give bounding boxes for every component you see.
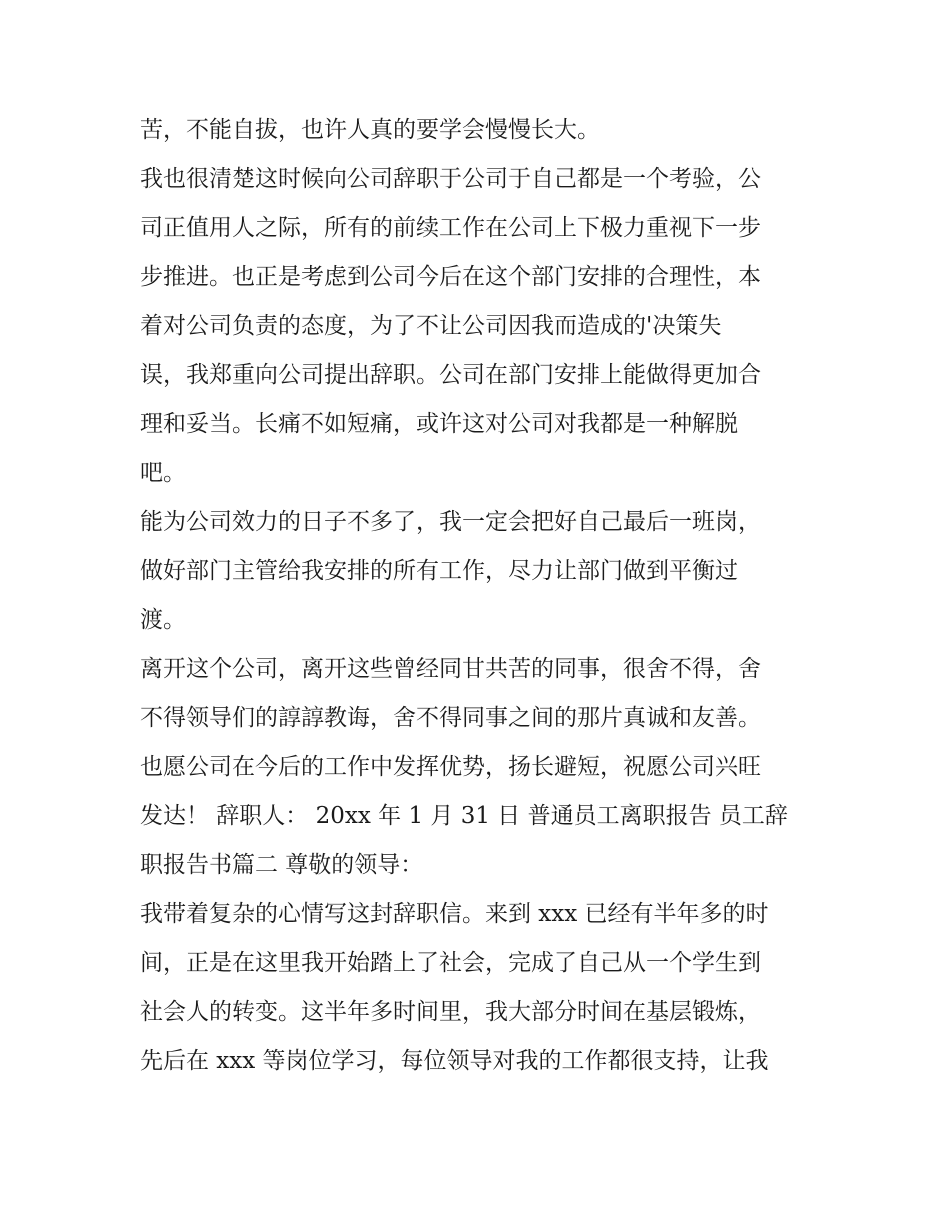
document-body — [140, 106, 830, 1086]
text-line: 我带着复杂的心情写这封辞职信。来到 xxx 已经有半年多的时 — [140, 901, 769, 927]
text-line: 社会人的转变。这半年多时间里，我大部分时间在基层锻炼， — [140, 999, 761, 1025]
text-line: 着对公司负责的态度，为了不让公司因我而造成的'决策失 — [140, 313, 722, 339]
text-line: 步推进。也正是考虑到公司今后在这个部门安排的合理性，本 — [140, 264, 761, 290]
text-line: 司正值用人之际，所有的前续工作在公司上下极力重视下一步 — [140, 215, 761, 241]
text-line: 苦，不能自拔，也许人真的要学会慢慢长大。 — [140, 117, 600, 143]
text-line: 能为公司效力的日子不多了，我一定会把好自己最后一班岗， — [140, 509, 761, 535]
text-line: 理和妥当。长痛不如短痛，或许这对公司对我都是一种解脱 — [140, 411, 738, 437]
text-line: 做好部门主管给我安排的所有工作，尽力让部门做到平衡过 — [140, 558, 738, 584]
text-line: 也愿公司在今后的工作中发挥优势，扬长避短，祝愿公司兴旺 — [140, 754, 761, 780]
text-line: 发达！ 辞职人： 20xx 年 1 月 31 日 普通员工离职报告 员工辞 — [140, 803, 788, 829]
text-line: 我也很清楚这时候向公司辞职于公司于自己都是一个考验，公 — [140, 166, 761, 192]
text-line: 离开这个公司，离开这些曾经同甘共苦的同事，很舍不得，舍 — [140, 656, 761, 682]
text-line: 吧。 — [140, 460, 186, 486]
text-line: 间，正是在这里我开始踏上了社会，完成了自己从一个学生到 — [140, 950, 761, 976]
text-line: 职报告书篇二 尊敬的领导： — [140, 852, 424, 878]
text-line: 渡。 — [140, 607, 186, 633]
text-line: 先后在 xxx 等岗位学习，每位领导对我的工作都很支持，让我 — [140, 1048, 769, 1074]
text-line: 不得领导们的諄諄教诲，舍不得同事之间的那片真诚和友善。 — [140, 705, 761, 731]
text-line: 误，我郑重向公司提出辞职。公司在部门安排上能做得更加合 — [140, 362, 761, 388]
